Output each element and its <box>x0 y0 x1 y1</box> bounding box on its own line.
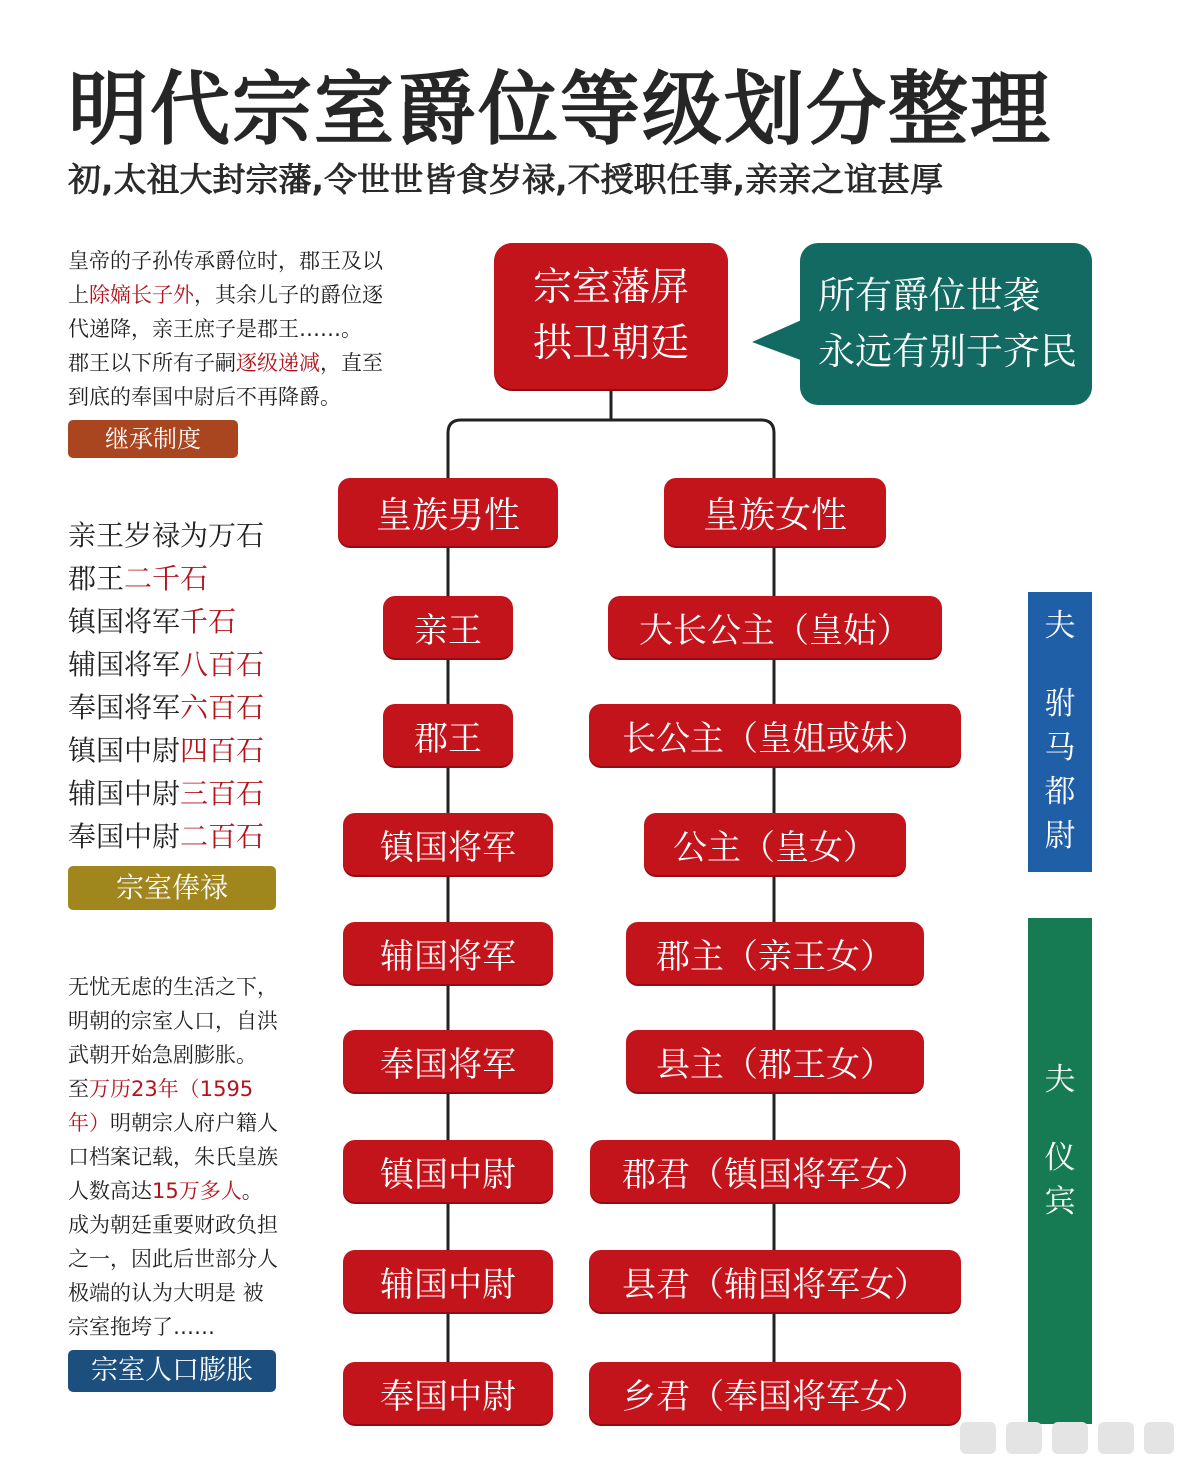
stipend-amount: 二千石 <box>124 562 209 595</box>
stipend-rank: 郡王 <box>68 562 125 595</box>
watermark-mark <box>960 1414 1180 1464</box>
population-tag: 宗室人口膨胀 <box>68 1350 276 1392</box>
male-rank-box: 辅国中尉 <box>343 1250 553 1312</box>
population-text: 之一，因此后世部分人 <box>68 1247 278 1271</box>
bar-char: 都 <box>1044 774 1076 810</box>
male-rank-box: 镇国中尉 <box>343 1140 553 1202</box>
stipend-amount: 四百石 <box>180 734 265 767</box>
female-header: 皇族女性 <box>664 478 886 546</box>
bar-char: 夫 <box>1044 1062 1076 1098</box>
stipend-tag: 宗室俸禄 <box>68 866 276 910</box>
population-text: 至 <box>68 1077 89 1101</box>
male-rank-box: 奉国将军 <box>343 1030 553 1092</box>
stipend-rank: 奉国将军 <box>68 691 181 724</box>
husband-yibin-bar <box>1028 918 1092 1424</box>
female-rank-box: 县主（郡王女） <box>626 1030 924 1092</box>
male-rank-box: 亲王 <box>383 596 513 658</box>
husband-fuma-bar <box>1028 592 1092 872</box>
male-rank-box: 郡王 <box>383 704 513 766</box>
female-rank-box: 县君（辅国将军女） <box>589 1250 961 1312</box>
hereditary-bubble <box>800 243 1092 405</box>
population-text: 口档案记载，朱氏皇族 <box>68 1145 278 1169</box>
bar-char: 马 <box>1044 730 1076 766</box>
population-highlight: 15万多人 <box>152 1179 242 1203</box>
bubble-line-1: 所有爵位世袭 <box>818 274 1040 317</box>
stipend-rank: 奉国中尉 <box>68 820 181 853</box>
stipend-rank: 镇国中尉 <box>68 734 181 767</box>
population-text: 明朝宗人府户籍人 <box>110 1111 278 1135</box>
female-rank-box: 长公主（皇姐或妹） <box>589 704 961 766</box>
male-rank-box: 奉国中尉 <box>343 1362 553 1424</box>
page-subtitle: 初,太祖大封宗藩,令世世皆食岁禄,不授职任事,亲亲之谊甚厚 <box>68 160 944 199</box>
inheritance-highlight: 逐级递减 <box>236 351 320 375</box>
stipend-rank: 辅国将军 <box>68 648 181 681</box>
inheritance-text: 皇帝的子孙传承爵位时，郡王及以 <box>68 249 383 273</box>
population-text: 人数高达 <box>68 1179 152 1203</box>
female-rank-box: 大长公主（皇姑） <box>608 596 942 658</box>
page-title: 明代宗室爵位等级划分整理 <box>68 63 1052 156</box>
stipend-rank: 辅国中尉 <box>68 777 181 810</box>
inheritance-text: 郡王以下所有子嗣 <box>68 351 236 375</box>
population-highlight: 万历23年（1595 <box>89 1077 254 1101</box>
population-text: 明朝的宗室人口，自洪 <box>68 1009 278 1033</box>
inheritance-text: 上 <box>68 283 89 307</box>
female-rank-box: 郡君（镇国将军女） <box>590 1140 960 1202</box>
inheritance-text: 到底的奉国中尉后不再降爵。 <box>68 385 341 409</box>
population-text: 成为朝廷重要财政负担 <box>68 1213 278 1237</box>
stipend-amount: 二百石 <box>180 820 265 853</box>
population-text: 宗室拖垮了…… <box>68 1315 215 1339</box>
male-rank-box: 辅国将军 <box>343 922 553 984</box>
stipend-amount: 三百石 <box>180 777 265 810</box>
male-header: 皇族男性 <box>338 478 558 546</box>
branch-bar <box>448 420 774 480</box>
female-rank-box: 公主（皇女） <box>644 813 906 875</box>
inheritance-text: ，其余儿子的爵位逐 <box>194 283 383 307</box>
stipend-rank: 镇国将军 <box>68 605 181 638</box>
root-line-2: 拱卫朝廷 <box>532 321 689 366</box>
bar-char: 仪 <box>1044 1140 1076 1176</box>
stipend-amount: 八百石 <box>180 648 265 681</box>
population-text: 无忧无虑的生活之下， <box>68 975 278 999</box>
population-text: 武朝开始急剧膨胀。 <box>68 1043 257 1067</box>
stipend-amount: 六百石 <box>180 691 265 724</box>
bar-char: 尉 <box>1044 818 1076 854</box>
male-rank-box: 镇国将军 <box>343 813 553 875</box>
population-highlight: 年） <box>68 1111 110 1135</box>
female-rank-box: 乡君（奉国将军女） <box>589 1362 961 1424</box>
stipend-rank: 亲王岁禄为万石 <box>68 519 265 552</box>
bar-char: 夫 <box>1044 608 1076 644</box>
inheritance-highlight: 除嫡长子外 <box>89 283 194 307</box>
bar-char: 宾 <box>1044 1184 1076 1220</box>
bubble-pointer <box>752 318 806 362</box>
inheritance-tag: 继承制度 <box>68 420 238 458</box>
inheritance-text: 代递降，亲王庶子是郡王……。 <box>68 317 362 341</box>
root-line-1: 宗室藩屏 <box>532 265 689 310</box>
bubble-line-2: 永远有别于齐民 <box>818 330 1077 373</box>
stipend-amount: 千石 <box>180 605 237 638</box>
bar-char: 驸 <box>1044 686 1076 722</box>
inheritance-text: ，直至 <box>320 351 383 375</box>
root-node <box>494 243 728 389</box>
population-text: 极端的认为大明是 被 <box>68 1281 264 1305</box>
female-rank-box: 郡主（亲王女） <box>626 922 924 984</box>
population-text: 。 <box>241 1179 263 1203</box>
